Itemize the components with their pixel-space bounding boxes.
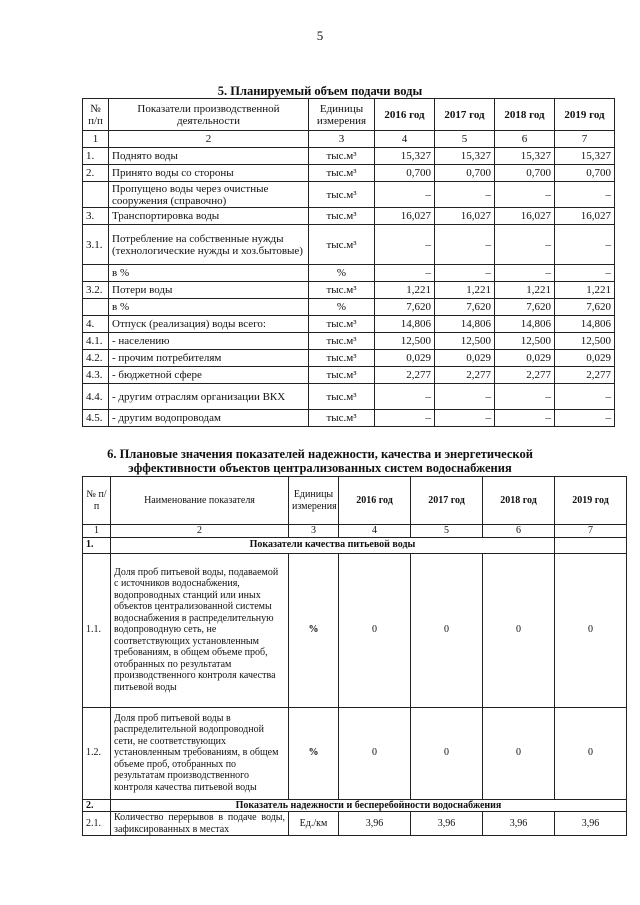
value-2016: –	[375, 265, 435, 282]
row-unit: тыс.м³	[309, 367, 375, 384]
water-supply-volume-table	[82, 98, 615, 427]
table-row	[83, 410, 615, 427]
row-number: 4.3.	[83, 367, 109, 384]
reliability-quality-table	[82, 476, 627, 836]
table-header-row	[83, 99, 615, 131]
table-row	[83, 707, 627, 799]
value-2016: 2,277	[375, 367, 435, 384]
row-unit: тыс.м³	[309, 316, 375, 333]
row-number	[83, 265, 109, 282]
value-2017: –	[435, 410, 495, 427]
value-2019: 2,277	[555, 367, 615, 384]
row-number: 4.1.	[83, 333, 109, 350]
col-header-unit: Единицы измерения	[289, 477, 339, 525]
value-2018: 0	[483, 707, 555, 799]
value-2019: 0	[555, 553, 627, 707]
col-header-num: № п/п	[83, 477, 111, 525]
row-unit: %	[309, 299, 375, 316]
value-2017: 0,029	[435, 350, 495, 367]
row-number: 4.5.	[83, 410, 109, 427]
value-2019: –	[555, 225, 615, 265]
colnum-cell: 2	[109, 131, 309, 148]
row-name: Доля проб питьевой воды в распределительной водопроводной сети, не соответствующих установленным требованиям, в общем объеме проб, отобранных по результатам производственного контроля качества питьевой воды	[111, 707, 289, 799]
row-name: - бюджетной сфере	[109, 367, 309, 384]
value-2018: 1,221	[495, 282, 555, 299]
col-header-name: Наименование показателя	[111, 477, 289, 525]
row-name: Доля проб питьевой воды, подаваемой с источников водоснабжения, водопроводных станций или иных объектов централизованной системы водоснабжения в распределительную водопроводную сеть, не соответствующих установленным требованиям, в общем объеме проб, отобранных по результатам производственного контроля качества питьевой воды	[111, 553, 289, 707]
value-2019: 0,029	[555, 350, 615, 367]
row-name: - другим водопроводам	[109, 410, 309, 427]
value-2019: 0	[555, 707, 627, 799]
value-2016: 16,027	[375, 208, 435, 225]
value-2018: 3,96	[483, 812, 555, 836]
colnum-cell: 4	[375, 131, 435, 148]
col-header-2017: 2017 год	[411, 477, 483, 525]
value-2019: 16,027	[555, 208, 615, 225]
row-number: 4.2.	[83, 350, 109, 367]
row-name: в %	[109, 299, 309, 316]
value-2017: 7,620	[435, 299, 495, 316]
colnum-cell: 4	[339, 525, 411, 538]
row-number: 1.1.	[83, 553, 111, 707]
table-row	[83, 282, 615, 299]
value-2018: 7,620	[495, 299, 555, 316]
value-2019: –	[555, 410, 615, 427]
row-name: Количество перерывов в подаче воды, зафиксированных в местах	[111, 812, 289, 836]
value-2017: –	[435, 384, 495, 410]
value-2019: 1,221	[555, 282, 615, 299]
table-row	[83, 333, 615, 350]
value-2018: 0,700	[495, 165, 555, 182]
value-2016: 1,221	[375, 282, 435, 299]
row-unit: тыс.м³	[309, 225, 375, 265]
value-2019: –	[555, 182, 615, 208]
row-name: - прочим потребителям	[109, 350, 309, 367]
value-2017: –	[435, 182, 495, 208]
row-name: - населению	[109, 333, 309, 350]
col-header-num: № п/п	[83, 99, 109, 131]
value-2019: –	[555, 265, 615, 282]
value-2017: 0	[411, 553, 483, 707]
row-name: Потребление на собственные нужды (технологические нужды и хоз.бытовые)	[109, 225, 309, 265]
value-2017: 2,277	[435, 367, 495, 384]
value-2016: –	[375, 410, 435, 427]
value-2019: 14,806	[555, 316, 615, 333]
value-2016: 3,96	[339, 812, 411, 836]
value-2018: –	[495, 410, 555, 427]
value-2018: 2,277	[495, 367, 555, 384]
col-header-2018: 2018 год	[495, 99, 555, 131]
value-2019: –	[555, 384, 615, 410]
row-unit: %	[309, 265, 375, 282]
value-2016: 0,029	[375, 350, 435, 367]
row-unit: Ед./км	[289, 812, 339, 836]
row-number: 2.1.	[83, 812, 111, 836]
row-number	[83, 182, 109, 208]
value-2016: –	[375, 384, 435, 410]
value-2017: 3,96	[411, 812, 483, 836]
value-2018: –	[495, 384, 555, 410]
colnum-cell: 6	[483, 525, 555, 538]
value-2018: 15,327	[495, 148, 555, 165]
value-2016: 7,620	[375, 299, 435, 316]
col-header-2019: 2019 год	[555, 99, 615, 131]
colnum-cell: 3	[289, 525, 339, 538]
table-row	[83, 316, 615, 333]
page-number: 5	[316, 28, 324, 43]
col-header-2018: 2018 год	[483, 477, 555, 525]
section6-title-line2: эффективности объектов централизованных систем водоснабжения	[128, 461, 512, 475]
row-number	[83, 299, 109, 316]
colnum-cell: 5	[435, 131, 495, 148]
column-number-row	[83, 131, 615, 148]
row-unit: тыс.м³	[309, 148, 375, 165]
table-row	[83, 225, 615, 265]
table-row	[83, 350, 615, 367]
colnum-cell: 3	[309, 131, 375, 148]
row-unit: тыс.м³	[309, 182, 375, 208]
colnum-cell: 7	[555, 525, 627, 538]
table-row	[83, 384, 615, 410]
colnum-cell: 7	[555, 131, 615, 148]
row-unit: тыс.м³	[309, 282, 375, 299]
value-2019: 0,700	[555, 165, 615, 182]
col-header-2016: 2016 год	[375, 99, 435, 131]
colnum-cell: 6	[495, 131, 555, 148]
table-row	[83, 182, 615, 208]
value-2016: 14,806	[375, 316, 435, 333]
row-unit: тыс.м³	[309, 333, 375, 350]
value-2017: 0	[411, 707, 483, 799]
col-header-2016: 2016 год	[339, 477, 411, 525]
value-2016: 15,327	[375, 148, 435, 165]
row-number: 4.	[83, 316, 109, 333]
value-2019: 3,96	[555, 812, 627, 836]
value-2018: –	[495, 182, 555, 208]
value-2017: 16,027	[435, 208, 495, 225]
row-number: 1.	[83, 148, 109, 165]
value-2019: 15,327	[555, 148, 615, 165]
value-2018: 0,029	[495, 350, 555, 367]
col-header-2017: 2017 год	[435, 99, 495, 131]
row-unit: тыс.м³	[309, 384, 375, 410]
row-number: 1.2.	[83, 707, 111, 799]
value-2018: 14,806	[495, 316, 555, 333]
group-number: 1.	[83, 537, 111, 553]
row-unit: тыс.м³	[309, 208, 375, 225]
value-2017: 1,221	[435, 282, 495, 299]
row-number: 4.4.	[83, 384, 109, 410]
value-2017: 0,700	[435, 165, 495, 182]
section6-title-line1: 6. Плановые значения показателей надежности, качества и энергетической	[107, 447, 533, 461]
group-number: 2.	[83, 799, 111, 812]
table-row	[83, 265, 615, 282]
table-row	[83, 148, 615, 165]
table-row	[83, 208, 615, 225]
column-number-row	[83, 525, 627, 538]
table-header-row	[83, 477, 627, 525]
table-row	[83, 165, 615, 182]
row-name: Потери воды	[109, 282, 309, 299]
table-row	[83, 553, 627, 707]
value-2019: 12,500	[555, 333, 615, 350]
row-number: 3.2.	[83, 282, 109, 299]
row-unit: %	[289, 553, 339, 707]
row-number: 3.	[83, 208, 109, 225]
value-2017: 14,806	[435, 316, 495, 333]
value-2018: –	[495, 265, 555, 282]
value-2017: 12,500	[435, 333, 495, 350]
value-2018: 12,500	[495, 333, 555, 350]
row-name: Отпуск (реализация) воды всего:	[109, 316, 309, 333]
value-2016: –	[375, 182, 435, 208]
group-row-quality	[83, 537, 627, 553]
row-unit: тыс.м³	[309, 350, 375, 367]
value-2017: –	[435, 225, 495, 265]
row-name: Принято воды со стороны	[109, 165, 309, 182]
col-header-unit: Единицы измерения	[309, 99, 375, 131]
row-unit: тыс.м³	[309, 410, 375, 427]
group-title: Показатель надежности и бесперебойности водоснабжения	[111, 799, 627, 812]
value-2018: 0	[483, 553, 555, 707]
value-2017: –	[435, 265, 495, 282]
row-name: Поднято воды	[109, 148, 309, 165]
section5-title: 5. Планируемый объем подачи воды	[217, 84, 423, 98]
value-2017: 15,327	[435, 148, 495, 165]
value-2016: 0	[339, 707, 411, 799]
value-2016: 0,700	[375, 165, 435, 182]
value-2016: –	[375, 225, 435, 265]
group-title: Показатели качества питьевой воды	[111, 537, 555, 553]
col-header-name: Показатели производственной деятельности	[109, 99, 309, 131]
table-row	[83, 367, 615, 384]
col-header-2019: 2019 год	[555, 477, 627, 525]
colnum-cell: 1	[83, 131, 109, 148]
row-name: Пропущено воды через очистные сооружения (справочно)	[109, 182, 309, 208]
row-number: 2.	[83, 165, 109, 182]
value-2018: –	[495, 225, 555, 265]
row-name: Транспортировка воды	[109, 208, 309, 225]
value-2016: 0	[339, 553, 411, 707]
colnum-cell: 2	[111, 525, 289, 538]
row-unit: тыс.м³	[309, 165, 375, 182]
table-row	[83, 299, 615, 316]
row-name: - другим отраслям организации ВКХ	[109, 384, 309, 410]
table-row	[83, 812, 627, 836]
row-name: в %	[109, 265, 309, 282]
empty-cell	[555, 537, 627, 553]
value-2016: 12,500	[375, 333, 435, 350]
value-2018: 16,027	[495, 208, 555, 225]
row-unit: %	[289, 707, 339, 799]
colnum-cell: 1	[83, 525, 111, 538]
value-2019: 7,620	[555, 299, 615, 316]
group-row-reliability	[83, 799, 627, 812]
row-number: 3.1.	[83, 225, 109, 265]
colnum-cell: 5	[411, 525, 483, 538]
